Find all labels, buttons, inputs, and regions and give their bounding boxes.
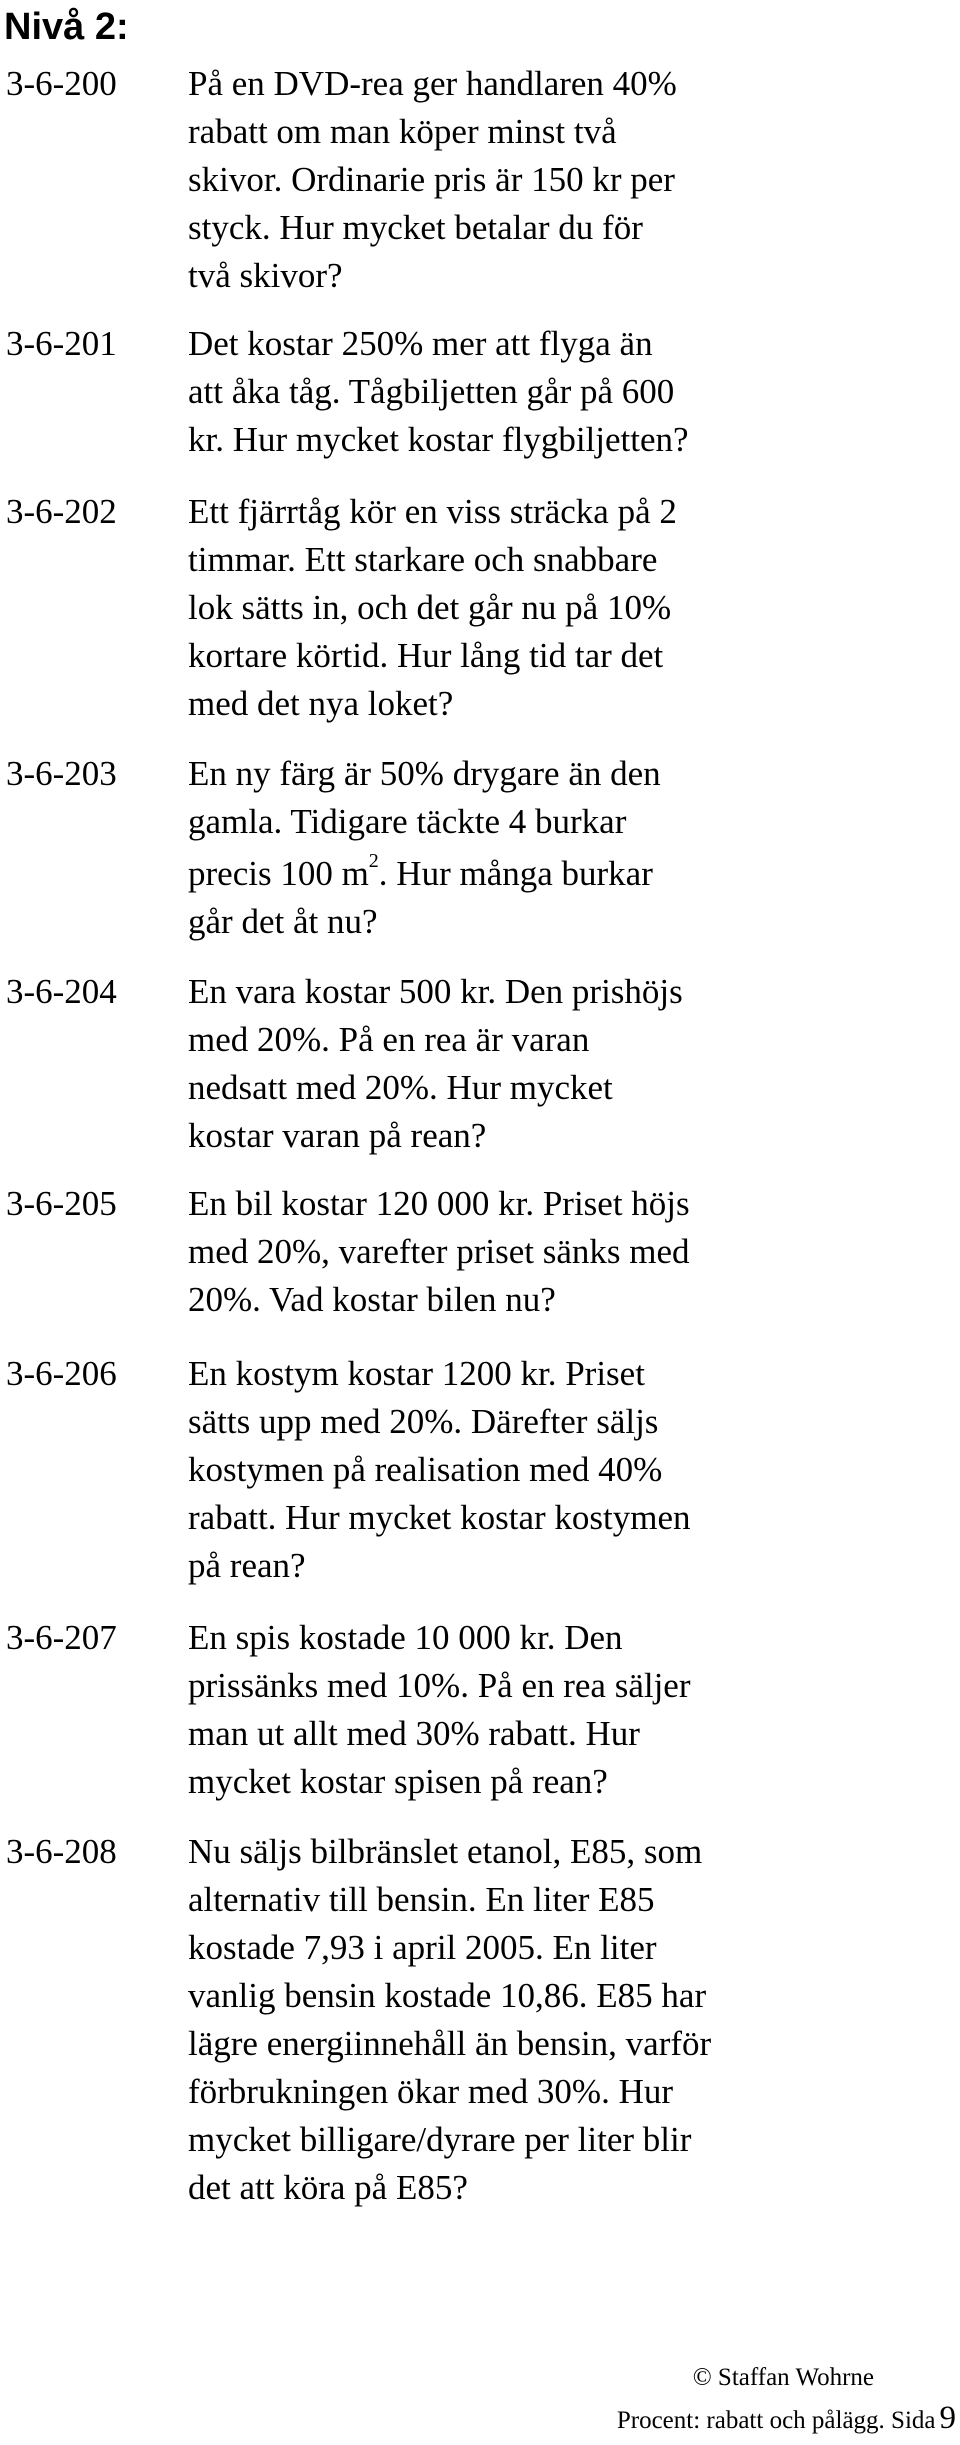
exponent: 2 bbox=[368, 850, 379, 872]
problem-line: Det kostar 250% mer att flyga än bbox=[188, 324, 653, 363]
problem-line: gamla. Tidigare täckte 4 burkar bbox=[188, 802, 627, 841]
problem-text bbox=[188, 750, 661, 946]
problem-line: Ett fjärrtåg kör en viss sträcka på 2 bbox=[188, 492, 677, 531]
problem-line: kr. Hur mycket kostar flygbiljetten? bbox=[188, 420, 689, 459]
problem-line: kostade 7,93 i april 2005. En liter bbox=[188, 1928, 657, 1967]
problem-line: styck. Hur mycket betalar du för bbox=[188, 208, 643, 247]
problem-line: mycket billigare/dyrare per liter blir bbox=[188, 2120, 692, 2159]
problem-line: timmar. Ett starkare och snabbare bbox=[188, 540, 658, 579]
problem-line: skivor. Ordinarie pris är 150 kr per bbox=[188, 160, 675, 199]
problem-number: 3-6-208 bbox=[6, 1832, 117, 1871]
problem-number: 3-6-204 bbox=[6, 972, 117, 1011]
problem-line: med 20%. På en rea är varan bbox=[188, 1020, 590, 1059]
problem-number: 3-6-207 bbox=[6, 1618, 117, 1657]
problem-line: man ut allt med 30% rabatt. Hur bbox=[188, 1714, 640, 1753]
problem-number: 3-6-200 bbox=[6, 64, 117, 103]
problem-line: En kostym kostar 1200 kr. Priset bbox=[188, 1354, 645, 1393]
problem-line: Nu säljs bilbränslet etanol, E85, som bbox=[188, 1832, 703, 1871]
problem-line: med 20%, varefter priset sänks med bbox=[188, 1232, 690, 1271]
problem-text bbox=[188, 1614, 691, 1806]
problem-line: kortare körtid. Hur lång tid tar det bbox=[188, 636, 664, 675]
problem-line: kostar varan på rean? bbox=[188, 1116, 487, 1155]
problem-line: En ny färg är 50% drygare än den bbox=[188, 754, 661, 793]
problem-line: på rean? bbox=[188, 1546, 306, 1585]
problem-number: 3-6-201 bbox=[6, 324, 117, 363]
problem-line: sätts upp med 20%. Därefter säljs bbox=[188, 1402, 659, 1441]
problem-line: två skivor? bbox=[188, 256, 343, 295]
footer-author: © Staffan Wohrne bbox=[692, 2364, 874, 2391]
problem-line: 20%. Vad kostar bilen nu? bbox=[188, 1280, 556, 1319]
problem-text bbox=[188, 968, 683, 1160]
problem-line: rabatt. Hur mycket kostar kostymen bbox=[188, 1498, 691, 1537]
problem-number: 3-6-202 bbox=[6, 492, 117, 531]
footer-page-label bbox=[617, 2400, 956, 2442]
problem-number: 3-6-203 bbox=[6, 754, 117, 793]
problem-text bbox=[188, 320, 689, 464]
problem-line: nedsatt med 20%. Hur mycket bbox=[188, 1068, 613, 1107]
problem-line: På en DVD-rea ger handlaren 40% bbox=[188, 64, 677, 103]
problem-number: 3-6-205 bbox=[6, 1184, 117, 1223]
problem-line: att åka tåg. Tågbiljetten går på 600 bbox=[188, 372, 675, 411]
problem-line: En bil kostar 120 000 kr. Priset höjs bbox=[188, 1184, 690, 1223]
problem-number: 3-6-206 bbox=[6, 1354, 117, 1393]
problem-line: kostymen på realisation med 40% bbox=[188, 1450, 663, 1489]
problem-text bbox=[188, 1828, 711, 2212]
problem-line: prissänks med 10%. På en rea säljer bbox=[188, 1666, 691, 1705]
problem-line: vanlig bensin kostade 10,86. E85 har bbox=[188, 1976, 707, 2015]
problem-line: rabatt om man köper minst två bbox=[188, 112, 617, 151]
problem-line bbox=[188, 850, 661, 898]
problem-line: med det nya loket? bbox=[188, 684, 454, 723]
problem-line: det att köra på E85? bbox=[188, 2168, 468, 2207]
problem-line: går det åt nu? bbox=[188, 902, 378, 941]
problem-line-rest: . Hur många burkar bbox=[378, 854, 653, 893]
problem-text bbox=[188, 1180, 690, 1324]
page-heading: Nivå 2: bbox=[4, 6, 129, 48]
problem-line: lägre energiinnehåll än bensin, varför bbox=[188, 2024, 712, 2063]
problem-line: lok sätts in, och det går nu på 10% bbox=[188, 588, 672, 627]
problem-line: förbrukningen ökar med 30%. Hur bbox=[188, 2072, 674, 2111]
page-number: 9 bbox=[939, 2400, 956, 2436]
problem-line: En spis kostade 10 000 kr. Den bbox=[188, 1618, 623, 1657]
problem-text bbox=[188, 488, 677, 728]
problem-line: En vara kostar 500 kr. Den prishöjs bbox=[188, 972, 683, 1011]
problem-line: mycket kostar spisen på rean? bbox=[188, 1762, 608, 1801]
problem-text bbox=[188, 1350, 691, 1590]
footer-page-text: Procent: rabatt och pålägg. Sida bbox=[616, 2407, 936, 2434]
problem-text bbox=[188, 60, 677, 300]
problem-line: alternativ till bensin. En liter E85 bbox=[188, 1880, 655, 1919]
area-text: precis 100 m bbox=[188, 854, 369, 893]
